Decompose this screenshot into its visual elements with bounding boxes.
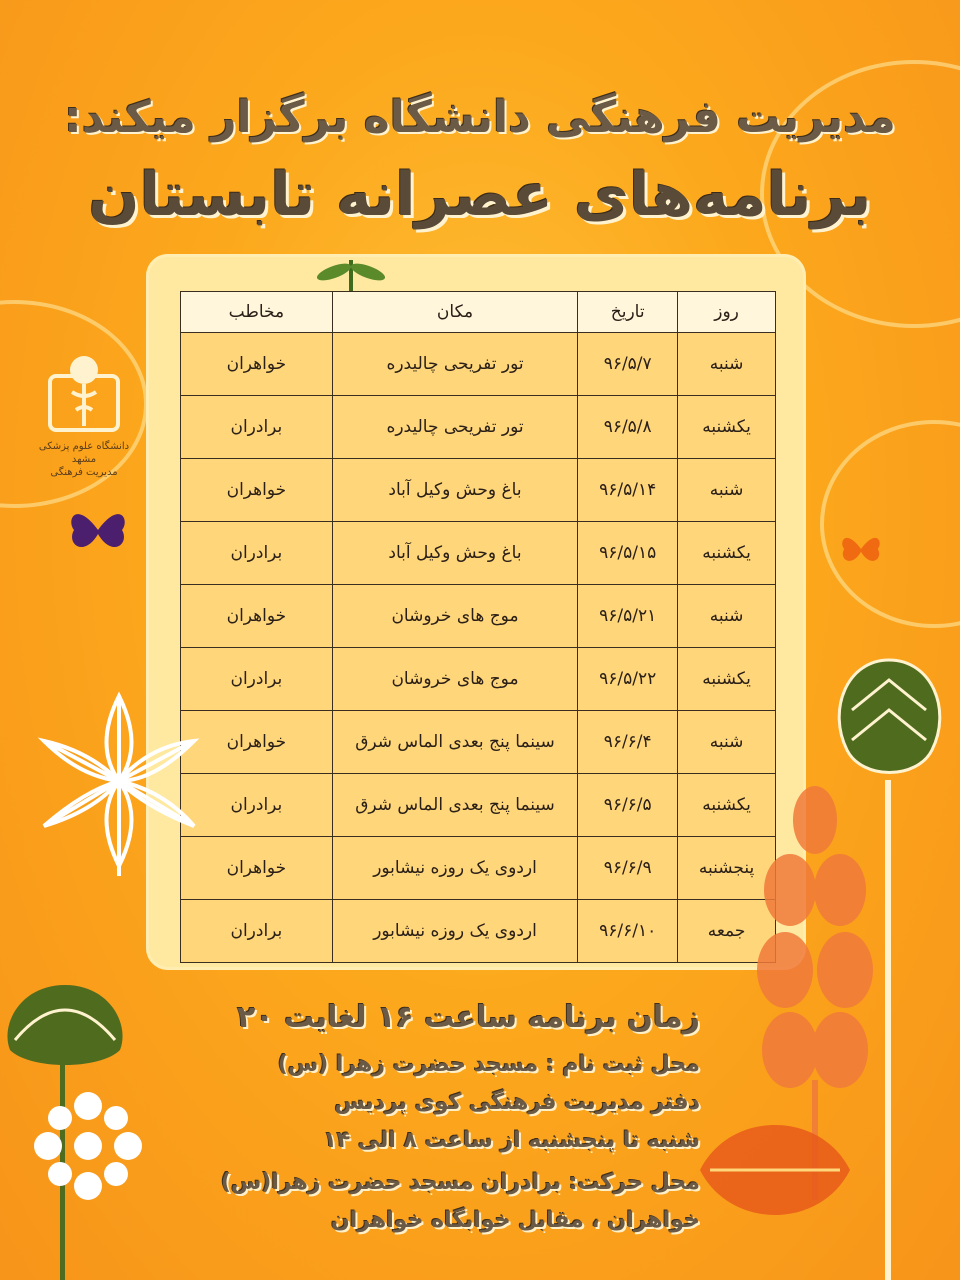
- cell-place: تور تفریحی چالیدره: [332, 396, 577, 459]
- header-place: مکان: [332, 292, 577, 333]
- cell-day: یکشنبه: [678, 774, 776, 837]
- subtitle: مدیریت فرهنگی دانشگاه برگزار میکند:: [64, 92, 896, 143]
- cell-date: ۹۶/۵/۷: [578, 333, 678, 396]
- cell-date: ۹۶/۶/۱۰: [578, 900, 678, 963]
- table-row: [181, 711, 776, 774]
- orange-butterfly-icon: [838, 528, 884, 570]
- table-row: [181, 522, 776, 585]
- table-row: [181, 837, 776, 900]
- table-row: [181, 333, 776, 396]
- table-row: [181, 459, 776, 522]
- header-day: روز: [678, 292, 776, 333]
- cell-day: شنبه: [678, 459, 776, 522]
- cell-date: ۹۶/۶/۴: [578, 711, 678, 774]
- table-row: [181, 648, 776, 711]
- registration-office: دفتر مدیریت فرهنگی کوی پردیس: [334, 1090, 700, 1115]
- green-flower-icon: [822, 650, 956, 790]
- cell-place: باغ وحش وکیل آباد: [332, 522, 577, 585]
- cell-audience: خواهران: [181, 459, 333, 522]
- cell-place: موج های خروشان: [332, 585, 577, 648]
- cell-date: ۹۶/۵/۲۲: [578, 648, 678, 711]
- leaf-icon: [690, 1110, 860, 1230]
- white-flower-icon: [28, 1086, 148, 1206]
- cell-day: یکشنبه: [678, 396, 776, 459]
- cell-day: شنبه: [678, 711, 776, 774]
- table-row: [181, 900, 776, 963]
- cell-day: یکشنبه: [678, 648, 776, 711]
- table-row: [181, 585, 776, 648]
- cell-day: جمعه: [678, 900, 776, 963]
- cell-date: ۹۶/۶/۵: [578, 774, 678, 837]
- departure-place-sisters: خواهران ، مقابل خوابگاه خواهران: [331, 1208, 700, 1233]
- cell-date: ۹۶/۵/۲۱: [578, 585, 678, 648]
- cell-audience: خواهران: [181, 837, 333, 900]
- white-flower-icon: [24, 686, 214, 876]
- departure-place-brothers: محل حرکت: برادران مسجد حضرت زهرا(س): [220, 1170, 700, 1195]
- logo: [36, 340, 132, 479]
- cell-date: ۹۶/۵/۱۵: [578, 522, 678, 585]
- cell-date: ۹۶/۵/۸: [578, 396, 678, 459]
- header-audience: مخاطب: [181, 292, 333, 333]
- cell-audience: خواهران: [181, 333, 333, 396]
- purple-butterfly-icon: [66, 500, 130, 560]
- cell-place: اردوی یک روزه نیشابور: [332, 900, 577, 963]
- cell-audience: برادران: [181, 522, 333, 585]
- cell-audience: خواهران: [181, 585, 333, 648]
- cell-day: پنجشنبه: [678, 837, 776, 900]
- table-row: [181, 396, 776, 459]
- cell-day: شنبه: [678, 333, 776, 396]
- cell-place: تور تفریحی چالیدره: [332, 333, 577, 396]
- registration-hours: شنبه تا پنجشنبه از ساعت ۸ الی ۱۴: [323, 1128, 700, 1153]
- university-emblem-icon: [36, 340, 132, 436]
- cell-place: اردوی یک روزه نیشابور: [332, 837, 577, 900]
- cell-place: باغ وحش وکیل آباد: [332, 459, 577, 522]
- program-time: زمان برنامه ساعت ۱۶ لغایت ۲۰: [237, 1000, 700, 1035]
- table-header-row: [181, 292, 776, 333]
- swirl-decoration: [820, 420, 960, 628]
- cell-audience: برادران: [181, 648, 333, 711]
- schedule-table: [180, 291, 776, 963]
- cell-place: موج های خروشان: [332, 648, 577, 711]
- cell-date: ۹۶/۶/۹: [578, 837, 678, 900]
- green-flower-icon: [0, 980, 130, 1070]
- cell-place: سینما پنج بعدی الماس شرق: [332, 774, 577, 837]
- cell-audience: برادران: [181, 396, 333, 459]
- registration-place: محل ثبت نام : مسجد حضرت زهرا (س): [277, 1052, 700, 1077]
- cell-audience: برادران: [181, 774, 333, 837]
- cell-date: ۹۶/۵/۱۴: [578, 459, 678, 522]
- logo-line-2: مدیریت فرهنگی: [50, 467, 118, 478]
- cell-day: یکشنبه: [678, 522, 776, 585]
- cell-day: شنبه: [678, 585, 776, 648]
- header-date: تاریخ: [578, 292, 678, 333]
- cell-audience: برادران: [181, 900, 333, 963]
- cell-audience: خواهران: [181, 711, 333, 774]
- logo-line-1: دانشگاه علوم پزشکی مشهد: [38, 441, 130, 465]
- table-row: [181, 774, 776, 837]
- page-title: برنامه‌های عصرانه تابستان: [88, 160, 872, 230]
- cell-place: سینما پنج بعدی الماس شرق: [332, 711, 577, 774]
